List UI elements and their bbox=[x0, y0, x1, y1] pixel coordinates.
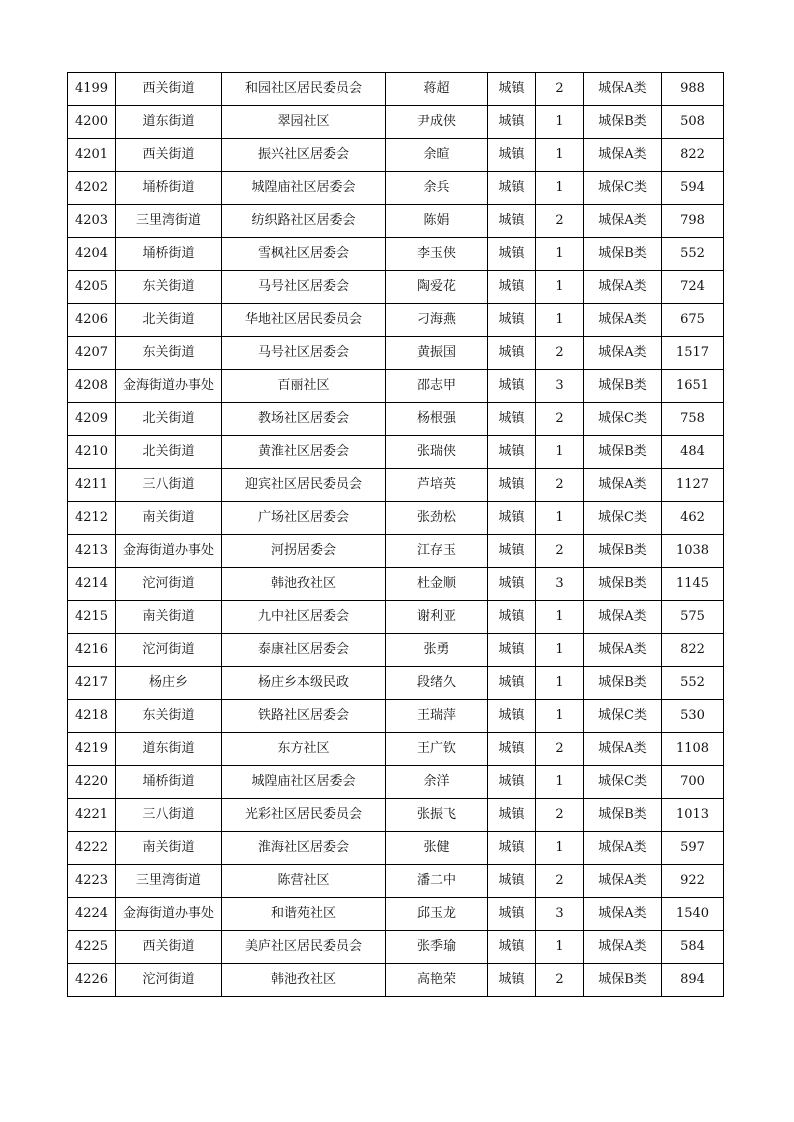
household-count-cell: 1 bbox=[536, 601, 584, 634]
community-cell: 振兴社区居委会 bbox=[222, 139, 386, 172]
street-cell: 西关街道 bbox=[116, 931, 222, 964]
household-count-cell: 1 bbox=[536, 766, 584, 799]
table-body bbox=[68, 73, 724, 997]
household-count-cell: 2 bbox=[536, 535, 584, 568]
person-name-cell: 蒋超 bbox=[386, 73, 488, 106]
area-type-cell: 城镇 bbox=[488, 205, 536, 238]
area-type-cell: 城镇 bbox=[488, 403, 536, 436]
insurance-category-cell: 城保B类 bbox=[584, 370, 662, 403]
insurance-category-cell: 城保B类 bbox=[584, 964, 662, 997]
household-count-cell: 1 bbox=[536, 700, 584, 733]
community-cell: 迎宾社区居民委员会 bbox=[222, 469, 386, 502]
amount-cell: 1145 bbox=[662, 568, 724, 601]
street-cell: 南关街道 bbox=[116, 601, 222, 634]
amount-cell: 724 bbox=[662, 271, 724, 304]
amount-cell: 822 bbox=[662, 139, 724, 172]
amount-cell: 1127 bbox=[662, 469, 724, 502]
street-cell: 金海街道办事处 bbox=[116, 535, 222, 568]
insurance-category-cell: 城保A类 bbox=[584, 469, 662, 502]
insurance-category-cell: 城保A类 bbox=[584, 832, 662, 865]
household-count-cell: 2 bbox=[536, 337, 584, 370]
household-count-cell: 1 bbox=[536, 832, 584, 865]
table-row bbox=[68, 700, 724, 733]
record-id-cell: 4216 bbox=[68, 634, 116, 667]
insurance-category-cell: 城保A类 bbox=[584, 205, 662, 238]
household-count-cell: 1 bbox=[536, 106, 584, 139]
household-count-cell: 1 bbox=[536, 436, 584, 469]
community-cell: 广场社区居委会 bbox=[222, 502, 386, 535]
community-cell: 东方社区 bbox=[222, 733, 386, 766]
table-row bbox=[68, 931, 724, 964]
amount-cell: 700 bbox=[662, 766, 724, 799]
table-row bbox=[68, 172, 724, 205]
person-name-cell: 江存玉 bbox=[386, 535, 488, 568]
record-id-cell: 4205 bbox=[68, 271, 116, 304]
amount-cell: 462 bbox=[662, 502, 724, 535]
area-type-cell: 城镇 bbox=[488, 931, 536, 964]
street-cell: 南关街道 bbox=[116, 502, 222, 535]
street-cell: 金海街道办事处 bbox=[116, 370, 222, 403]
person-name-cell: 张勇 bbox=[386, 634, 488, 667]
amount-cell: 675 bbox=[662, 304, 724, 337]
household-count-cell: 2 bbox=[536, 733, 584, 766]
area-type-cell: 城镇 bbox=[488, 535, 536, 568]
record-id-cell: 4225 bbox=[68, 931, 116, 964]
table-row bbox=[68, 865, 724, 898]
household-count-cell: 1 bbox=[536, 172, 584, 205]
amount-cell: 1038 bbox=[662, 535, 724, 568]
household-count-cell: 2 bbox=[536, 403, 584, 436]
amount-cell: 552 bbox=[662, 667, 724, 700]
person-name-cell: 余兵 bbox=[386, 172, 488, 205]
area-type-cell: 城镇 bbox=[488, 667, 536, 700]
street-cell: 三里湾街道 bbox=[116, 865, 222, 898]
street-cell: 杨庄乡 bbox=[116, 667, 222, 700]
street-cell: 金海街道办事处 bbox=[116, 898, 222, 931]
street-cell: 北关街道 bbox=[116, 436, 222, 469]
record-id-cell: 4218 bbox=[68, 700, 116, 733]
amount-cell: 822 bbox=[662, 634, 724, 667]
community-cell: 城隍庙社区居委会 bbox=[222, 766, 386, 799]
area-type-cell: 城镇 bbox=[488, 601, 536, 634]
person-name-cell: 张季瑜 bbox=[386, 931, 488, 964]
household-count-cell: 1 bbox=[536, 667, 584, 700]
person-name-cell: 张振飞 bbox=[386, 799, 488, 832]
insurance-category-cell: 城保C类 bbox=[584, 403, 662, 436]
community-cell: 纺织路社区居委会 bbox=[222, 205, 386, 238]
street-cell: 道东街道 bbox=[116, 733, 222, 766]
insurance-category-cell: 城保C类 bbox=[584, 700, 662, 733]
area-type-cell: 城镇 bbox=[488, 964, 536, 997]
household-count-cell: 3 bbox=[536, 568, 584, 601]
record-id-cell: 4210 bbox=[68, 436, 116, 469]
street-cell: 道东街道 bbox=[116, 106, 222, 139]
household-count-cell: 1 bbox=[536, 931, 584, 964]
insurance-category-cell: 城保B类 bbox=[584, 535, 662, 568]
area-type-cell: 城镇 bbox=[488, 766, 536, 799]
area-type-cell: 城镇 bbox=[488, 700, 536, 733]
insurance-category-cell: 城保A类 bbox=[584, 139, 662, 172]
household-count-cell: 1 bbox=[536, 271, 584, 304]
person-name-cell: 王瑞萍 bbox=[386, 700, 488, 733]
area-type-cell: 城镇 bbox=[488, 238, 536, 271]
area-type-cell: 城镇 bbox=[488, 172, 536, 205]
area-type-cell: 城镇 bbox=[488, 898, 536, 931]
table-row bbox=[68, 667, 724, 700]
person-name-cell: 陈娟 bbox=[386, 205, 488, 238]
record-id-cell: 4199 bbox=[68, 73, 116, 106]
record-id-cell: 4217 bbox=[68, 667, 116, 700]
household-count-cell: 1 bbox=[536, 139, 584, 172]
person-name-cell: 李玉侠 bbox=[386, 238, 488, 271]
household-count-cell: 1 bbox=[536, 238, 584, 271]
table-row bbox=[68, 799, 724, 832]
amount-cell: 597 bbox=[662, 832, 724, 865]
person-name-cell: 潘二中 bbox=[386, 865, 488, 898]
person-name-cell: 张瑞侠 bbox=[386, 436, 488, 469]
record-id-cell: 4207 bbox=[68, 337, 116, 370]
household-count-cell: 1 bbox=[536, 304, 584, 337]
insurance-category-cell: 城保A类 bbox=[584, 634, 662, 667]
insurance-category-cell: 城保B类 bbox=[584, 436, 662, 469]
community-cell: 杨庄乡本级民政 bbox=[222, 667, 386, 700]
community-cell: 教场社区居委会 bbox=[222, 403, 386, 436]
table-row bbox=[68, 964, 724, 997]
person-name-cell: 芦培英 bbox=[386, 469, 488, 502]
area-type-cell: 城镇 bbox=[488, 271, 536, 304]
person-name-cell: 杨根强 bbox=[386, 403, 488, 436]
street-cell: 沱河街道 bbox=[116, 568, 222, 601]
area-type-cell: 城镇 bbox=[488, 502, 536, 535]
record-id-cell: 4221 bbox=[68, 799, 116, 832]
area-type-cell: 城镇 bbox=[488, 733, 536, 766]
community-cell: 泰康社区居委会 bbox=[222, 634, 386, 667]
amount-cell: 1540 bbox=[662, 898, 724, 931]
insurance-category-cell: 城保A类 bbox=[584, 733, 662, 766]
insurance-category-cell: 城保A类 bbox=[584, 304, 662, 337]
household-count-cell: 2 bbox=[536, 205, 584, 238]
insurance-category-cell: 城保C类 bbox=[584, 766, 662, 799]
household-count-cell: 1 bbox=[536, 634, 584, 667]
record-id-cell: 4219 bbox=[68, 733, 116, 766]
table-row bbox=[68, 238, 724, 271]
area-type-cell: 城镇 bbox=[488, 304, 536, 337]
area-type-cell: 城镇 bbox=[488, 436, 536, 469]
community-cell: 河拐居委会 bbox=[222, 535, 386, 568]
table-row bbox=[68, 568, 724, 601]
record-id-cell: 4203 bbox=[68, 205, 116, 238]
community-cell: 九中社区居委会 bbox=[222, 601, 386, 634]
person-name-cell: 王广钦 bbox=[386, 733, 488, 766]
amount-cell: 1517 bbox=[662, 337, 724, 370]
record-id-cell: 4212 bbox=[68, 502, 116, 535]
community-cell: 马号社区居委会 bbox=[222, 337, 386, 370]
community-cell: 铁路社区居委会 bbox=[222, 700, 386, 733]
table-row bbox=[68, 502, 724, 535]
community-cell: 和谐苑社区 bbox=[222, 898, 386, 931]
record-id-cell: 4223 bbox=[68, 865, 116, 898]
area-type-cell: 城镇 bbox=[488, 370, 536, 403]
amount-cell: 584 bbox=[662, 931, 724, 964]
community-cell: 雪枫社区居委会 bbox=[222, 238, 386, 271]
table-row bbox=[68, 634, 724, 667]
amount-cell: 594 bbox=[662, 172, 724, 205]
community-cell: 韩池孜社区 bbox=[222, 568, 386, 601]
record-id-cell: 4214 bbox=[68, 568, 116, 601]
insurance-category-cell: 城保C类 bbox=[584, 172, 662, 205]
amount-cell: 575 bbox=[662, 601, 724, 634]
insurance-category-cell: 城保B类 bbox=[584, 667, 662, 700]
street-cell: 西关街道 bbox=[116, 139, 222, 172]
table-row bbox=[68, 469, 724, 502]
table-row bbox=[68, 733, 724, 766]
street-cell: 三八街道 bbox=[116, 799, 222, 832]
table-row bbox=[68, 766, 724, 799]
street-cell: 埇桥街道 bbox=[116, 172, 222, 205]
table-row bbox=[68, 601, 724, 634]
insurance-category-cell: 城保A类 bbox=[584, 601, 662, 634]
household-count-cell: 3 bbox=[536, 370, 584, 403]
area-type-cell: 城镇 bbox=[488, 337, 536, 370]
amount-cell: 484 bbox=[662, 436, 724, 469]
amount-cell: 1108 bbox=[662, 733, 724, 766]
person-name-cell: 陶爱花 bbox=[386, 271, 488, 304]
table-row bbox=[68, 304, 724, 337]
insurance-category-cell: 城保A类 bbox=[584, 73, 662, 106]
household-count-cell: 3 bbox=[536, 898, 584, 931]
record-id-cell: 4224 bbox=[68, 898, 116, 931]
table-row bbox=[68, 832, 724, 865]
person-name-cell: 谢利亚 bbox=[386, 601, 488, 634]
area-type-cell: 城镇 bbox=[488, 865, 536, 898]
area-type-cell: 城镇 bbox=[488, 139, 536, 172]
community-cell: 华地社区居民委员会 bbox=[222, 304, 386, 337]
street-cell: 南关街道 bbox=[116, 832, 222, 865]
street-cell: 北关街道 bbox=[116, 304, 222, 337]
community-cell: 光彩社区居民委员会 bbox=[222, 799, 386, 832]
table-row bbox=[68, 337, 724, 370]
table-row bbox=[68, 139, 724, 172]
area-type-cell: 城镇 bbox=[488, 106, 536, 139]
street-cell: 埇桥街道 bbox=[116, 766, 222, 799]
record-id-cell: 4200 bbox=[68, 106, 116, 139]
insurance-category-cell: 城保B类 bbox=[584, 799, 662, 832]
street-cell: 沱河街道 bbox=[116, 964, 222, 997]
record-id-cell: 4226 bbox=[68, 964, 116, 997]
household-count-cell: 2 bbox=[536, 469, 584, 502]
person-name-cell: 邵志甲 bbox=[386, 370, 488, 403]
table-row bbox=[68, 271, 724, 304]
person-name-cell: 段绪久 bbox=[386, 667, 488, 700]
insurance-category-cell: 城保B类 bbox=[584, 238, 662, 271]
street-cell: 沱河街道 bbox=[116, 634, 222, 667]
amount-cell: 1651 bbox=[662, 370, 724, 403]
insurance-category-cell: 城保A类 bbox=[584, 271, 662, 304]
street-cell: 东关街道 bbox=[116, 271, 222, 304]
community-cell: 美庐社区居民委员会 bbox=[222, 931, 386, 964]
insurance-category-cell: 城保B类 bbox=[584, 106, 662, 139]
person-name-cell: 邱玉龙 bbox=[386, 898, 488, 931]
person-name-cell: 高艳荣 bbox=[386, 964, 488, 997]
insurance-category-cell: 城保A类 bbox=[584, 337, 662, 370]
amount-cell: 1013 bbox=[662, 799, 724, 832]
community-cell: 城隍庙社区居委会 bbox=[222, 172, 386, 205]
community-cell: 马号社区居委会 bbox=[222, 271, 386, 304]
amount-cell: 758 bbox=[662, 403, 724, 436]
area-type-cell: 城镇 bbox=[488, 832, 536, 865]
insurance-category-cell: 城保A类 bbox=[584, 898, 662, 931]
street-cell: 埇桥街道 bbox=[116, 238, 222, 271]
street-cell: 北关街道 bbox=[116, 403, 222, 436]
household-count-cell: 2 bbox=[536, 964, 584, 997]
amount-cell: 894 bbox=[662, 964, 724, 997]
record-id-cell: 4204 bbox=[68, 238, 116, 271]
area-type-cell: 城镇 bbox=[488, 73, 536, 106]
community-cell: 淮海社区居委会 bbox=[222, 832, 386, 865]
record-id-cell: 4213 bbox=[68, 535, 116, 568]
community-cell: 韩池孜社区 bbox=[222, 964, 386, 997]
record-id-cell: 4201 bbox=[68, 139, 116, 172]
community-cell: 黄淮社区居委会 bbox=[222, 436, 386, 469]
community-cell: 陈营社区 bbox=[222, 865, 386, 898]
record-id-cell: 4215 bbox=[68, 601, 116, 634]
community-cell: 翠园社区 bbox=[222, 106, 386, 139]
person-name-cell: 余暄 bbox=[386, 139, 488, 172]
amount-cell: 798 bbox=[662, 205, 724, 238]
person-name-cell: 余洋 bbox=[386, 766, 488, 799]
insurance-category-cell: 城保C类 bbox=[584, 502, 662, 535]
community-cell: 和园社区居民委员会 bbox=[222, 73, 386, 106]
household-count-cell: 2 bbox=[536, 73, 584, 106]
insurance-category-cell: 城保A类 bbox=[584, 931, 662, 964]
table-row bbox=[68, 106, 724, 139]
table-row bbox=[68, 436, 724, 469]
table-row bbox=[68, 73, 724, 106]
area-type-cell: 城镇 bbox=[488, 568, 536, 601]
community-cell: 百丽社区 bbox=[222, 370, 386, 403]
street-cell: 三八街道 bbox=[116, 469, 222, 502]
household-count-cell: 1 bbox=[536, 502, 584, 535]
records-table bbox=[67, 72, 724, 997]
record-id-cell: 4209 bbox=[68, 403, 116, 436]
amount-cell: 530 bbox=[662, 700, 724, 733]
area-type-cell: 城镇 bbox=[488, 469, 536, 502]
amount-cell: 922 bbox=[662, 865, 724, 898]
person-name-cell: 尹成侠 bbox=[386, 106, 488, 139]
person-name-cell: 刁海燕 bbox=[386, 304, 488, 337]
amount-cell: 508 bbox=[662, 106, 724, 139]
table-row bbox=[68, 205, 724, 238]
person-name-cell: 杜金顺 bbox=[386, 568, 488, 601]
insurance-category-cell: 城保B类 bbox=[584, 568, 662, 601]
street-cell: 三里湾街道 bbox=[116, 205, 222, 238]
household-count-cell: 2 bbox=[536, 799, 584, 832]
street-cell: 西关街道 bbox=[116, 73, 222, 106]
person-name-cell: 张健 bbox=[386, 832, 488, 865]
household-count-cell: 2 bbox=[536, 865, 584, 898]
person-name-cell: 黄振国 bbox=[386, 337, 488, 370]
insurance-category-cell: 城保A类 bbox=[584, 865, 662, 898]
record-id-cell: 4222 bbox=[68, 832, 116, 865]
table-row bbox=[68, 370, 724, 403]
table-row bbox=[68, 898, 724, 931]
record-id-cell: 4202 bbox=[68, 172, 116, 205]
record-id-cell: 4206 bbox=[68, 304, 116, 337]
record-id-cell: 4211 bbox=[68, 469, 116, 502]
amount-cell: 552 bbox=[662, 238, 724, 271]
person-name-cell: 张劲松 bbox=[386, 502, 488, 535]
table-row bbox=[68, 403, 724, 436]
amount-cell: 988 bbox=[662, 73, 724, 106]
street-cell: 东关街道 bbox=[116, 337, 222, 370]
table-row bbox=[68, 535, 724, 568]
area-type-cell: 城镇 bbox=[488, 634, 536, 667]
area-type-cell: 城镇 bbox=[488, 799, 536, 832]
record-id-cell: 4220 bbox=[68, 766, 116, 799]
street-cell: 东关街道 bbox=[116, 700, 222, 733]
record-id-cell: 4208 bbox=[68, 370, 116, 403]
